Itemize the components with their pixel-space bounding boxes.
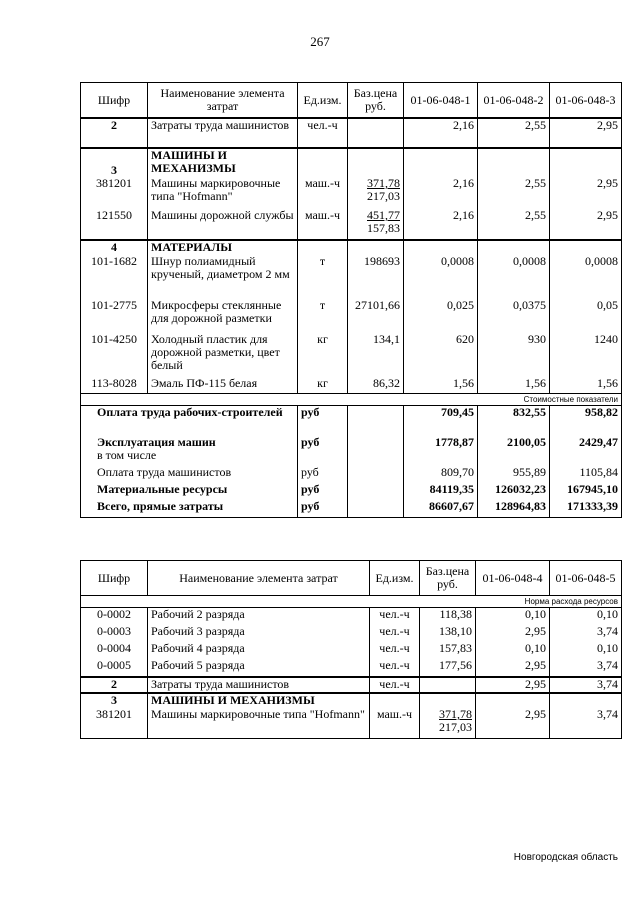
value-cell: 2,16 bbox=[404, 118, 478, 148]
table-row bbox=[81, 177, 622, 209]
unit-cell: кг bbox=[298, 377, 348, 394]
header-unit: Ед.изм. bbox=[370, 561, 420, 596]
totals-name bbox=[81, 436, 298, 466]
code-cell: 3 bbox=[81, 148, 148, 177]
unit-cell: чел.-ч bbox=[298, 118, 348, 148]
value-cell: 930 bbox=[478, 333, 550, 377]
unit-cell: маш.-ч bbox=[298, 209, 348, 240]
including-label: в том числе bbox=[97, 448, 157, 462]
value-cell: 1,56 bbox=[404, 377, 478, 394]
value-cell: 620 bbox=[404, 333, 478, 377]
value-cell: 1778,87 bbox=[404, 436, 478, 466]
table-row bbox=[81, 608, 622, 626]
value-cell: 0,0375 bbox=[478, 299, 550, 333]
section-title: МАШИНЫ И МЕХАНИЗМЫ bbox=[148, 693, 370, 708]
value-cell: 2,55 bbox=[478, 118, 550, 148]
header-col4: 01-06-048-4 bbox=[476, 561, 550, 596]
price-current: 451,77 bbox=[367, 209, 400, 222]
header-col1: 01-06-048-1 bbox=[404, 83, 478, 119]
value-cell: 2,16 bbox=[404, 177, 478, 209]
section-note-row bbox=[81, 596, 622, 608]
unit-cell: чел.-ч bbox=[370, 642, 420, 659]
price-cell: 138,10 bbox=[420, 625, 476, 642]
totals-row bbox=[81, 500, 622, 518]
totals-name: Всего, прямые затраты bbox=[81, 500, 298, 518]
value-cell: 3,74 bbox=[550, 659, 622, 677]
table-row bbox=[81, 299, 622, 333]
value-cell: 0,10 bbox=[476, 642, 550, 659]
value-cell: 3,74 bbox=[550, 708, 622, 739]
table-row bbox=[81, 118, 622, 148]
value-cell: 832,55 bbox=[478, 406, 550, 437]
table-row bbox=[81, 209, 622, 240]
code-cell: 381201 bbox=[81, 177, 148, 209]
header-price: Баз.цена руб. bbox=[420, 561, 476, 596]
name-cell: Рабочий 3 разряда bbox=[148, 625, 370, 642]
unit-cell: маш.-ч bbox=[370, 708, 420, 739]
value-cell: 84119,35 bbox=[404, 483, 478, 500]
price-current: 371,78 bbox=[439, 708, 472, 721]
name-cell: Шнур полиамидный крученый, диаметром 2 мм bbox=[148, 255, 298, 299]
price-cell: 27101,66 bbox=[348, 299, 404, 333]
section-row bbox=[81, 693, 622, 708]
table-row bbox=[81, 255, 622, 299]
value-cell: 128964,83 bbox=[478, 500, 550, 518]
price-cell bbox=[420, 708, 476, 739]
value-cell: 709,45 bbox=[404, 406, 478, 437]
table-row bbox=[81, 708, 622, 739]
price-cell: 198693 bbox=[348, 255, 404, 299]
value-cell: 3,74 bbox=[550, 625, 622, 642]
header-unit: Ед.изм. bbox=[298, 83, 348, 119]
value-cell: 86607,67 bbox=[404, 500, 478, 518]
value-cell: 0,025 bbox=[404, 299, 478, 333]
value-cell: 2429,47 bbox=[550, 436, 622, 466]
table-row bbox=[81, 677, 622, 693]
section-title: МАШИНЫ И МЕХАНИЗМЫ bbox=[148, 148, 298, 177]
section-note-row bbox=[81, 394, 622, 406]
unit-cell: руб bbox=[298, 406, 348, 437]
section-row bbox=[81, 240, 622, 255]
value-cell: 0,10 bbox=[476, 608, 550, 626]
name-cell: Рабочий 4 разряда bbox=[148, 642, 370, 659]
value-cell: 1,56 bbox=[478, 377, 550, 394]
code-cell: 101-2775 bbox=[81, 299, 148, 333]
value-cell: 0,0008 bbox=[404, 255, 478, 299]
value-cell: 2,95 bbox=[550, 177, 622, 209]
code-cell: 121550 bbox=[81, 209, 148, 240]
table-row bbox=[81, 642, 622, 659]
value-cell: 2,55 bbox=[478, 177, 550, 209]
footer-region: Новгородская область bbox=[513, 852, 618, 863]
header-code: Шифр bbox=[81, 561, 148, 596]
table-row bbox=[81, 333, 622, 377]
price-base: 157,83 bbox=[367, 221, 400, 235]
value-cell: 1240 bbox=[550, 333, 622, 377]
unit-cell: руб bbox=[298, 500, 348, 518]
name-cell: Затраты труда машинистов bbox=[148, 677, 370, 693]
header-price: Баз.цена руб. bbox=[348, 83, 404, 119]
price-cell bbox=[348, 118, 404, 148]
unit-cell: т bbox=[298, 299, 348, 333]
name-cell: Эмаль ПФ-115 белая bbox=[148, 377, 298, 394]
header-name: Наименование элемента затрат bbox=[148, 83, 298, 119]
unit-cell: маш.-ч bbox=[298, 177, 348, 209]
value-cell: 1105,84 bbox=[550, 466, 622, 483]
code-cell: 2 bbox=[81, 677, 148, 693]
value-cell: 0,0008 bbox=[478, 255, 550, 299]
machines-label: Эксплуатация машин bbox=[97, 436, 216, 449]
value-cell: 0,10 bbox=[550, 608, 622, 626]
price-cell bbox=[348, 209, 404, 240]
unit-cell: руб bbox=[298, 483, 348, 500]
code-cell: 0-0005 bbox=[81, 659, 148, 677]
value-cell: 0,10 bbox=[550, 642, 622, 659]
value-cell: 2,95 bbox=[550, 209, 622, 240]
value-cell: 126032,23 bbox=[478, 483, 550, 500]
code-cell: 4 bbox=[81, 240, 148, 255]
price-base: 217,03 bbox=[439, 720, 472, 734]
name-cell: Машины дорожной службы bbox=[148, 209, 298, 240]
value-cell: 2,95 bbox=[476, 659, 550, 677]
price-base: 217,03 bbox=[367, 189, 400, 203]
value-cell: 171333,39 bbox=[550, 500, 622, 518]
value-cell: 2,95 bbox=[476, 677, 550, 693]
table-header-row bbox=[81, 83, 622, 119]
section-note: Стоимостные показатели bbox=[81, 394, 622, 406]
totals-row bbox=[81, 466, 622, 483]
price-cell bbox=[348, 177, 404, 209]
unit-cell: т bbox=[298, 255, 348, 299]
unit-cell: руб bbox=[298, 436, 348, 466]
value-cell: 2,95 bbox=[476, 708, 550, 739]
price-cell: 157,83 bbox=[420, 642, 476, 659]
unit-cell: чел.-ч bbox=[370, 659, 420, 677]
header-col2: 01-06-048-2 bbox=[478, 83, 550, 119]
code-cell: 0-0003 bbox=[81, 625, 148, 642]
name-cell: Рабочий 5 разряда bbox=[148, 659, 370, 677]
value-cell: 2,55 bbox=[478, 209, 550, 240]
totals-name: Материальные ресурсы bbox=[81, 483, 298, 500]
price-cell: 86,32 bbox=[348, 377, 404, 394]
value-cell: 167945,10 bbox=[550, 483, 622, 500]
value-cell: 0,0008 bbox=[550, 255, 622, 299]
section-title: МАТЕРИАЛЫ bbox=[148, 240, 298, 255]
totals-row bbox=[81, 406, 622, 437]
unit-cell: кг bbox=[298, 333, 348, 377]
header-col3: 01-06-048-3 bbox=[550, 83, 622, 119]
header-col5: 01-06-048-5 bbox=[550, 561, 622, 596]
value-cell: 2,95 bbox=[476, 625, 550, 642]
header-code: Шифр bbox=[81, 83, 148, 119]
name-cell: Рабочий 2 разряда bbox=[148, 608, 370, 626]
totals-row bbox=[81, 436, 622, 466]
price-cell: 177,56 bbox=[420, 659, 476, 677]
code-cell: 3 bbox=[81, 693, 148, 708]
totals-name: Оплата труда рабочих-строителей bbox=[81, 406, 298, 437]
code-cell: 381201 bbox=[81, 708, 148, 739]
totals-name: Оплата труда машинистов bbox=[81, 466, 298, 483]
header-name: Наименование элемента затрат bbox=[148, 561, 370, 596]
table-row bbox=[81, 625, 622, 642]
code-cell: 2 bbox=[81, 118, 148, 148]
code-cell: 101-1682 bbox=[81, 255, 148, 299]
unit-cell: чел.-ч bbox=[370, 608, 420, 626]
value-cell: 0,05 bbox=[550, 299, 622, 333]
value-cell: 958,82 bbox=[550, 406, 622, 437]
unit-cell: чел.-ч bbox=[370, 625, 420, 642]
totals-row bbox=[81, 483, 622, 500]
code-cell: 0-0004 bbox=[81, 642, 148, 659]
section-note: Норма расхода ресурсов bbox=[81, 596, 622, 608]
table-header-row bbox=[81, 561, 622, 596]
code-cell: 101-4250 bbox=[81, 333, 148, 377]
price-cell: 118,38 bbox=[420, 608, 476, 626]
name-cell: Машины маркировочные типа "Hofmann" bbox=[148, 708, 370, 739]
section-row bbox=[81, 148, 622, 177]
code-cell: 0-0002 bbox=[81, 608, 148, 626]
table-row bbox=[81, 377, 622, 394]
code-cell: 113-8028 bbox=[81, 377, 148, 394]
resource-table-2 bbox=[80, 560, 622, 739]
name-cell: Холодный пластик для дорожной разметки, цвет белый bbox=[148, 333, 298, 377]
price-cell bbox=[420, 677, 476, 693]
value-cell: 2,95 bbox=[550, 118, 622, 148]
resource-table-1 bbox=[80, 82, 622, 518]
table-row bbox=[81, 659, 622, 677]
value-cell: 809,70 bbox=[404, 466, 478, 483]
unit-cell: чел.-ч bbox=[370, 677, 420, 693]
unit-cell: руб bbox=[298, 466, 348, 483]
value-cell: 2,16 bbox=[404, 209, 478, 240]
name-cell: Машины маркировочные типа "Hofmann" bbox=[148, 177, 298, 209]
price-current: 371,78 bbox=[367, 177, 400, 190]
price-cell: 134,1 bbox=[348, 333, 404, 377]
value-cell: 955,89 bbox=[478, 466, 550, 483]
value-cell: 2100,05 bbox=[478, 436, 550, 466]
page-number: 267 bbox=[310, 34, 330, 49]
value-cell: 1,56 bbox=[550, 377, 622, 394]
name-cell: Затраты труда машинистов bbox=[148, 118, 298, 148]
name-cell: Микросферы стеклянные для дорожной разметки bbox=[148, 299, 298, 333]
value-cell: 3,74 bbox=[550, 677, 622, 693]
